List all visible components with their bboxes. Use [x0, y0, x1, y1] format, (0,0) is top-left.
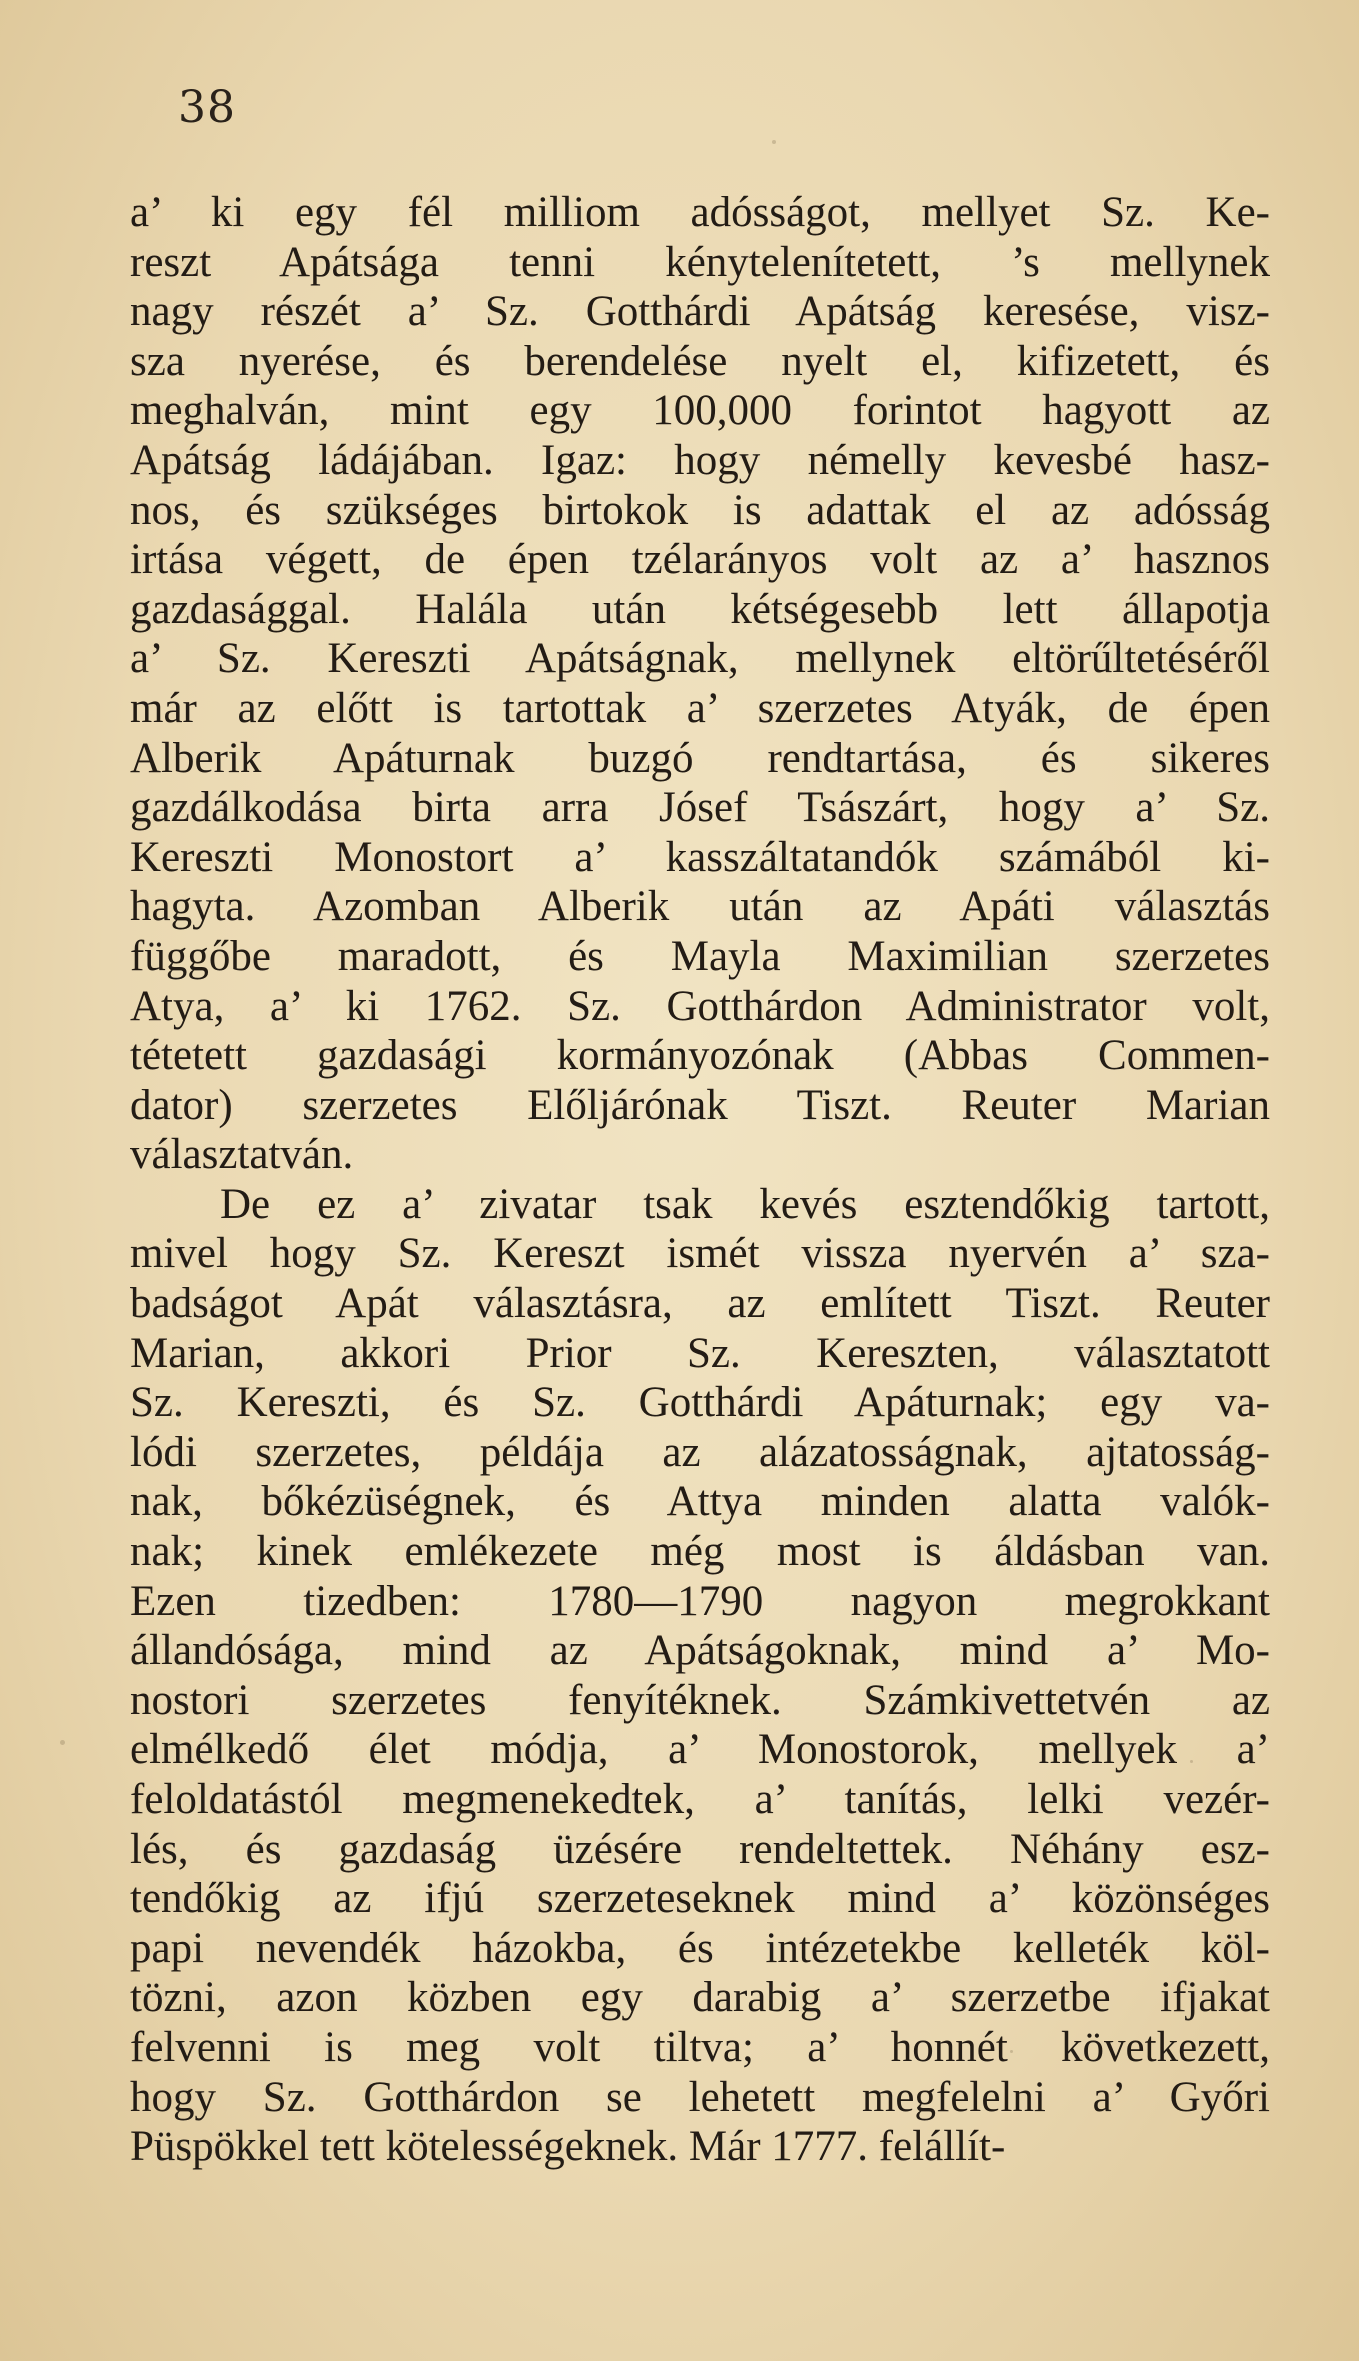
text-line: papi nevendék házokba, és intézetekbe kelleték köl- — [130, 1924, 1270, 1972]
text-line: hagyta. Azomban Alberik után az Apáti választás — [130, 883, 1270, 931]
text-line: sza nyerése, és berendelése nyelt el, kifizetett, és — [130, 337, 1270, 385]
text-line: Ezen tizedben: 1780—1790 nagyon megrokkant — [130, 1577, 1270, 1625]
text-line: választatván. — [130, 1131, 354, 1179]
text-line: tétetett gazdasági kormányozónak (Abbas Commen- — [130, 1032, 1270, 1080]
text-line: tendőkig az ifjú szerzeteseknek mind a’ közönséges — [130, 1875, 1270, 1923]
text-line: nak; kinek emlékezete még most is áldásban van. — [130, 1528, 1270, 1576]
text-line: badságot Apát választásra, az említett Tiszt. Reuter — [130, 1280, 1270, 1328]
text-line: dator) szerzetes Előljárónak Tiszt. Reuter Marian — [130, 1081, 1270, 1129]
text-line: feloldatástól megmenekedtek, a’ tanítás, lelki vezér- — [130, 1776, 1270, 1823]
body-text — [130, 188, 1270, 2172]
text-line: állandósága, mind az Apátságoknak, mind a’ Mo- — [130, 1627, 1270, 1675]
text-line: a’ Sz. Kereszti Apátságnak, mellynek eltörűltetéséről — [130, 635, 1270, 683]
text-line: De ez a’ zivatar tsak kevés esztendőkig tartott, — [220, 1180, 1270, 1228]
text-line: mivel hogy Sz. Kereszt ismét vissza nyervén a’ sza- — [130, 1230, 1270, 1278]
text-line: Marian, akkori Prior Sz. Kereszten, választatott — [130, 1329, 1270, 1377]
paper-speck — [60, 1740, 65, 1745]
text-line: Atya, a’ ki 1762. Sz. Gotthárdon Administrator volt, — [130, 982, 1270, 1030]
text-line: meghalván, mint egy 100,000 forintot hagyott az — [130, 387, 1270, 435]
text-line: lódi szerzetes, példája az alázatosságnak, ajtatosság- — [130, 1428, 1270, 1476]
text-line: függőbe maradott, és Mayla Maximilian szerzetes — [130, 932, 1270, 980]
text-line: lés, és gazdaság üzésére rendeltettek. Néhány esz- — [130, 1825, 1270, 1873]
text-line: gazdasággal. Halála után kétségesebb lett állapotja — [130, 585, 1270, 633]
page-number: 38 — [178, 82, 236, 133]
text-line: felvenni is meg volt tiltva; a’ honnét következett, — [130, 2023, 1270, 2071]
paper-speck — [1190, 1760, 1193, 1763]
text-line: reszt Apátsága tenni kénytelenítetett, ’s mellynek — [130, 238, 1270, 286]
text-line: hogy Sz. Gotthárdon se lehetett megfelelni a’ Győri — [130, 2073, 1270, 2121]
text-line: Apátság ládájában. Igaz: hogy némelly kevesbé hasz- — [130, 436, 1270, 484]
text-line: tözni, azon közben egy darabig a’ szerzetbe ifjakat — [130, 1974, 1270, 2022]
text-line: a’ ki egy fél milliom adósságot, mellyet Sz. Ke- — [130, 189, 1270, 236]
text-line: Püspökkel tett kötelességeknek. Már 1777. felállít- — [130, 2123, 1006, 2171]
text-line: elmélkedő élet módja, a’ Monostorok, mellyek a’ — [130, 1726, 1270, 1774]
text-line: gazdálkodása birta arra Jósef Tsászárt, hogy a’ Sz. — [130, 784, 1270, 832]
text-line: már az előtt is tartottak a’ szerzetes Atyák, de épen — [130, 684, 1270, 732]
text-line: nak, bőkézüségnek, és Attya minden alatta valók- — [130, 1478, 1270, 1526]
text-line: Sz. Kereszti, és Sz. Gotthárdi Apáturnak; egy va- — [130, 1379, 1270, 1427]
paper-speck — [772, 140, 776, 144]
text-line: Kereszti Monostort a’ kasszáltatandók számából ki- — [130, 833, 1270, 881]
text-line: irtása végett, de épen tzélarányos volt az a’ hasznos — [130, 536, 1270, 584]
text-line: Alberik Apáturnak buzgó rendtartása, és sikeres — [130, 734, 1270, 782]
paper-speck — [1010, 2050, 1013, 2053]
text-line: nos, és szükséges birtokok is adattak el az adósság — [130, 486, 1270, 534]
text-line: nagy részét a’ Sz. Gotthárdi Apátság keresése, visz- — [130, 288, 1270, 336]
text-line: nostori szerzetes fenyítéknek. Számkivettetvén az — [130, 1676, 1270, 1724]
